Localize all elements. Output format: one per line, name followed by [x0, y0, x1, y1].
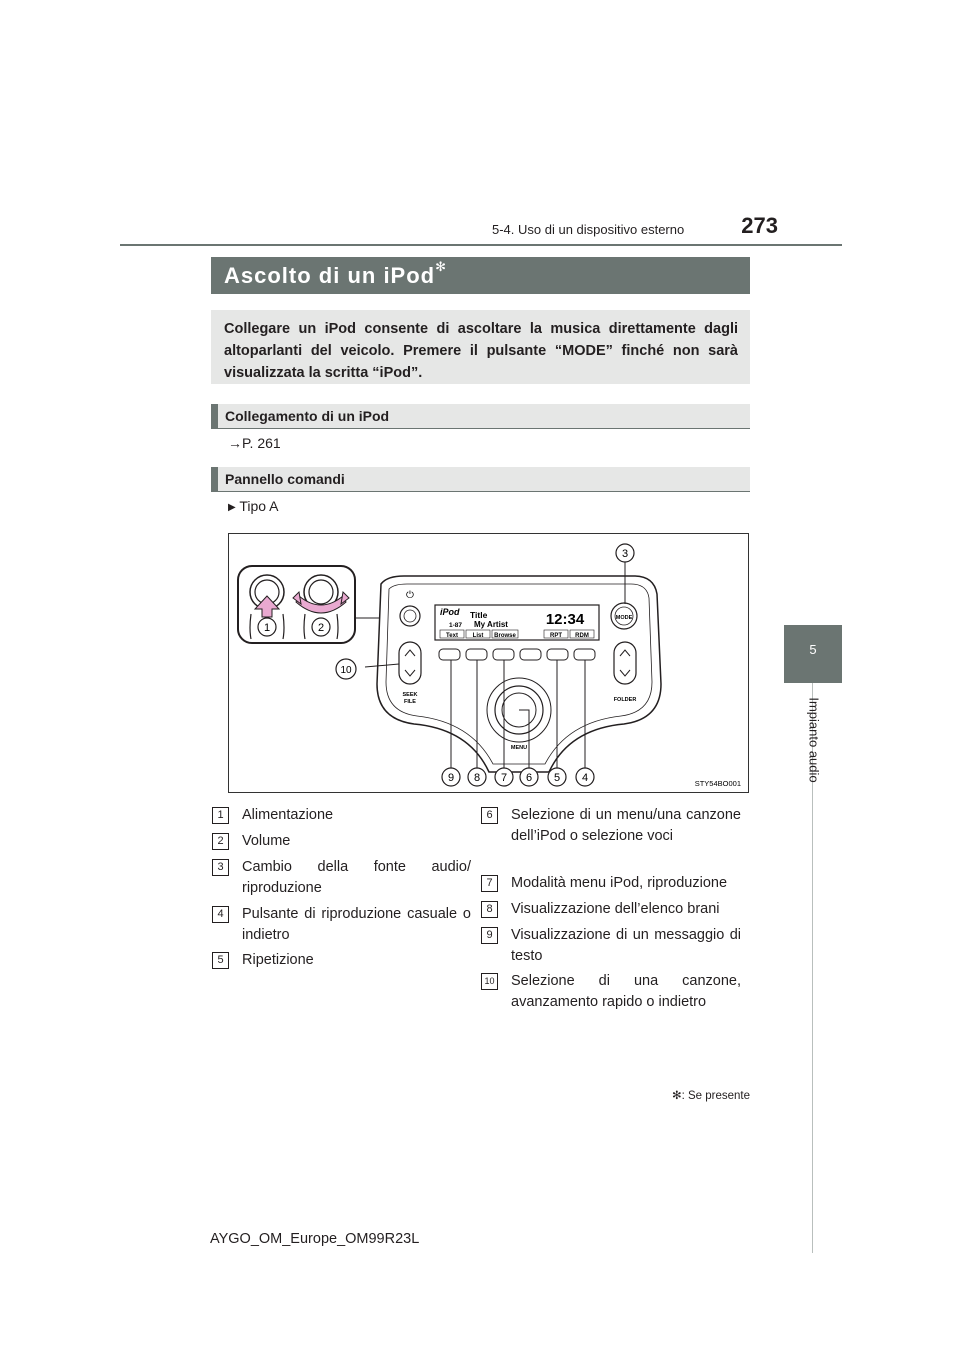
audio-panel-figure [228, 533, 749, 793]
power-symbol-icon: ⏻ [406, 590, 414, 601]
legend-number: 5 [212, 952, 229, 969]
callout-10: 10 [340, 665, 352, 676]
legend-number: 1 [212, 807, 229, 824]
subheading-control-panel [211, 467, 750, 492]
legend-text: Modalità menu iPod, riproduzione [511, 875, 728, 891]
legend-number: 7 [481, 875, 498, 892]
preset-button [439, 649, 460, 660]
callout-1: 1 [263, 622, 271, 634]
audio-panel-illustration [229, 534, 748, 792]
legend-number: 9 [481, 927, 498, 944]
softkey-browse-label: Browse [494, 633, 516, 639]
preset-button [466, 649, 487, 660]
figure-code: STY54BO001 [694, 779, 741, 788]
legend-number: 3 [212, 859, 229, 876]
legend-text: Selezione di un menu/una canzone dell’iPod o selezione voci [511, 807, 741, 844]
preset-button [574, 649, 595, 660]
preset-button [520, 649, 541, 660]
legend-text: Visualizzazione dell’elenco brani [511, 901, 720, 917]
callout-8: 8 [473, 772, 481, 784]
header-rule [120, 244, 842, 246]
display-track: 1-87 [449, 622, 463, 629]
triangle-bullet-icon: ▶ [228, 502, 236, 513]
legend-number: 10 [481, 973, 498, 990]
intro-text: Collegare un iPod consente di ascoltare la musica direttamente dagli altoparlanti del veicolo. Premere il pulsante “MODE” finché non sarà visualizzata la scritta “iPod”. [224, 321, 738, 381]
callout-4: 4 [581, 772, 589, 784]
callout-6: 6 [525, 772, 533, 784]
intro-box [211, 310, 750, 384]
softkey-text-label: Text [446, 633, 458, 639]
subheading-connection [211, 404, 750, 429]
optional-marker: ✻ [435, 259, 448, 274]
running-header-section: 5-4. Uso di un dispositivo esterno [492, 222, 685, 237]
type-label-text: Tipo A [239, 498, 279, 514]
subheading-connection-label: Collegamento di un iPod [225, 408, 390, 424]
display-title: Title [470, 610, 488, 620]
footnote: ✻: Se presente [671, 1090, 750, 1102]
chapter-tab-label [785, 690, 843, 790]
type-label [228, 498, 279, 514]
legend-text: Pulsante di riproduzione casuale o indietro [242, 906, 471, 943]
legend-text: Visualizzazione di un messaggio di testo [511, 927, 741, 964]
menu-label: MENU [510, 745, 528, 751]
subheading-bar [211, 404, 218, 429]
page-title: Ascolto di un iPod [224, 263, 436, 288]
preset-button [547, 649, 568, 660]
callout-5: 5 [553, 772, 561, 784]
subheading-control-panel-label: Pannello comandi [225, 471, 345, 487]
legend-text: Selezione di una canzone, avanzamento rapido o indietro [511, 973, 741, 1010]
softkey-rpt-label: RPT [550, 633, 562, 639]
page-number: 273 [741, 213, 778, 238]
softkey-list-label: List [472, 633, 484, 639]
subheading-bar [211, 467, 218, 492]
display-artist: My Artist [474, 620, 508, 629]
callout-2: 2 [317, 622, 325, 634]
display-brand: iPod [440, 607, 460, 617]
document-code: AYGO_OM_Europe_OM99R23L [210, 1231, 420, 1247]
legend-number: 8 [481, 901, 498, 918]
mode-button [611, 603, 637, 629]
callout-9: 9 [447, 772, 455, 784]
preset-button [493, 649, 514, 660]
chapter-tab-label-text: Impianto audio [806, 697, 822, 783]
callout-3: 3 [621, 548, 629, 560]
legend-number: 6 [481, 807, 498, 824]
softkey-rdm-label: RDM [575, 633, 589, 639]
legend-text: Ripetizione [242, 952, 314, 968]
chapter-tab-number: 5 [809, 642, 817, 657]
display-clock: 12:34 [545, 611, 585, 628]
seek-label: SEEK [402, 692, 418, 698]
file-label: FILE [404, 699, 416, 705]
mode-label: MODE [615, 615, 633, 621]
legend-number: 2 [212, 833, 229, 850]
page-reference-link[interactable]: →P. 261 [228, 435, 281, 451]
legend-text: Alimentazione [242, 807, 334, 823]
legend-text: Volume [242, 833, 291, 849]
legend-number: 4 [212, 906, 229, 923]
folder-label: FOLDER [613, 697, 637, 703]
legend-text: Cambio della fonte audio/ riproduzione [242, 859, 471, 896]
page-title-bar [211, 257, 750, 294]
callout-7: 7 [500, 772, 508, 784]
